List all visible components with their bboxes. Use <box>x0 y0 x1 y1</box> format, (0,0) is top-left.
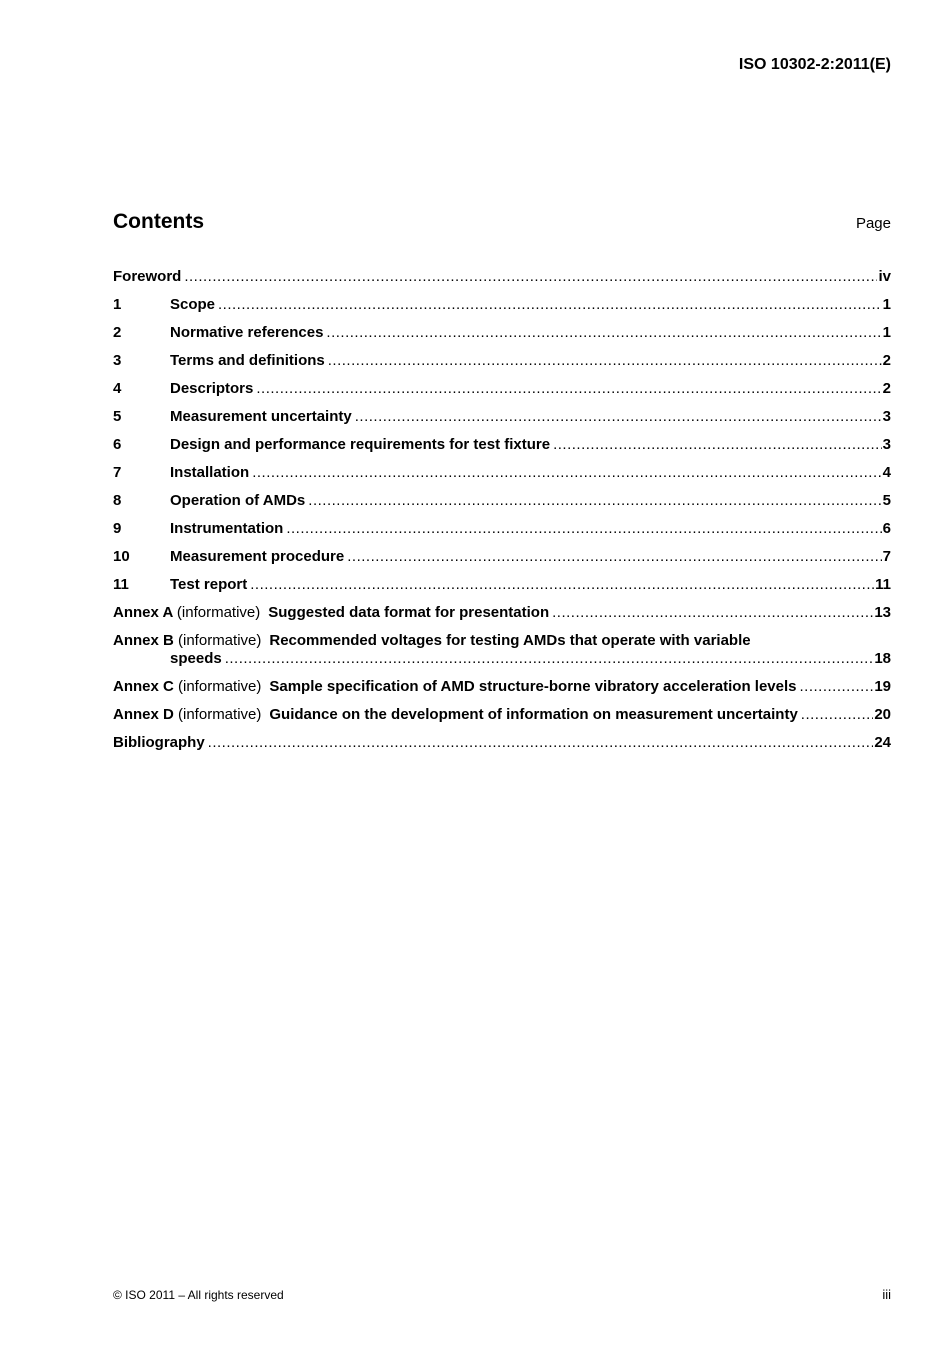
toc-entry-page: 1 <box>882 324 891 341</box>
toc-entry-clause-10[interactable] <box>113 548 891 576</box>
toc-entry-page: 2 <box>882 352 891 369</box>
toc-entry-clause-5[interactable] <box>113 408 891 436</box>
toc-entry-label-continuation: speeds <box>170 650 222 667</box>
toc-entry-label: Bibliography <box>113 734 205 751</box>
annex-prefix <box>113 706 261 723</box>
toc-entry-clause-2[interactable] <box>113 324 891 352</box>
toc-entry-label: Guidance on the development of information on measurement uncertainty <box>269 706 798 723</box>
toc-entry-annex-b[interactable] <box>113 632 891 678</box>
toc-entry-label: Recommended voltages for testing AMDs that operate with variable <box>269 632 751 649</box>
annex-prefix <box>113 678 261 695</box>
toc-entry-number: 8 <box>113 492 122 509</box>
toc-entry-clause-8[interactable] <box>113 492 891 520</box>
toc-entry-clause-3[interactable] <box>113 352 891 380</box>
toc-entry-page: 3 <box>882 436 891 453</box>
toc-entry-page: 5 <box>882 492 891 509</box>
toc-entry-number: 7 <box>113 464 122 481</box>
table-of-contents <box>113 268 891 762</box>
toc-entry-label: Operation of AMDs <box>170 492 306 509</box>
dot-leader <box>252 464 881 481</box>
toc-entry-annex-c[interactable] <box>113 678 891 706</box>
toc-entry-number: 10 <box>113 548 130 565</box>
toc-entry-page: 3 <box>882 408 891 425</box>
annex-kind: (informative) <box>178 706 262 723</box>
toc-entry-number: 4 <box>113 380 122 397</box>
annex-b-line-2 <box>113 650 891 678</box>
toc-entry-page: 19 <box>874 678 891 695</box>
annex-b-line-1 <box>113 632 891 650</box>
toc-entry-label: Foreword <box>113 268 182 285</box>
toc-entry-page: 4 <box>882 464 891 481</box>
toc-entry-number: 6 <box>113 436 122 453</box>
toc-entry-label: Terms and definitions <box>170 352 325 369</box>
dot-leader <box>552 604 873 621</box>
toc-entry-label: Scope <box>170 296 216 313</box>
toc-entry-number: 1 <box>113 296 122 313</box>
dot-leader <box>801 706 874 723</box>
toc-entry-page: 20 <box>874 706 891 723</box>
toc-entry-clause-4[interactable] <box>113 380 891 408</box>
dot-leader <box>250 576 874 593</box>
dot-leader <box>208 734 874 751</box>
toc-entry-number: 5 <box>113 408 122 425</box>
toc-entry-label: Suggested data format for presentation <box>268 604 550 621</box>
dot-leader <box>328 352 882 369</box>
dot-leader <box>326 324 881 341</box>
annex-kind: (informative) <box>178 678 262 695</box>
dot-leader <box>286 520 881 537</box>
toc-entry-label: Normative references <box>170 324 324 341</box>
dot-leader <box>799 678 873 695</box>
toc-entry-page: 24 <box>874 734 891 751</box>
document-id: ISO 10302-2:2011(E) <box>738 56 891 73</box>
toc-entry-annex-a[interactable] <box>113 604 891 632</box>
toc-entry-bibliography[interactable] <box>113 734 891 762</box>
toc-entry-clause-7[interactable] <box>113 464 891 492</box>
toc-entry-label: Measurement procedure <box>170 548 345 565</box>
toc-entry-label: Test report <box>170 576 248 593</box>
annex-prefix <box>113 632 261 650</box>
dot-leader <box>308 492 881 509</box>
toc-entry-page: 7 <box>882 548 891 565</box>
dot-leader <box>256 380 881 397</box>
dot-leader <box>553 436 882 453</box>
toc-entry-label: Design and performance requirements for test fixture <box>170 436 551 453</box>
contents-header <box>113 210 891 234</box>
toc-entry-clause-11[interactable] <box>113 576 891 604</box>
toc-entry-clause-6[interactable] <box>113 436 891 464</box>
toc-entry-label: Descriptors <box>170 380 254 397</box>
annex-prefix <box>113 604 260 621</box>
toc-entry-page: 13 <box>874 604 891 621</box>
footer-copyright: © ISO 2011 – All rights reserved <box>113 1288 284 1302</box>
toc-entry-number: 11 <box>113 576 129 593</box>
toc-entry-page: 2 <box>882 380 891 397</box>
toc-entry-number: 3 <box>113 352 122 369</box>
toc-entry-label: Instrumentation <box>170 520 284 537</box>
page-column-label: Page <box>855 215 891 232</box>
toc-entry-page: 11 <box>875 576 891 593</box>
footer-page-number: iii <box>882 1287 891 1302</box>
annex-name: Annex D <box>113 706 174 723</box>
toc-entry-page: 18 <box>874 650 891 667</box>
dot-leader <box>184 268 877 285</box>
contents-title: Contents <box>113 210 204 233</box>
toc-entry-label: Installation <box>170 464 250 481</box>
dot-leader <box>355 408 882 425</box>
toc-entry-clause-1[interactable] <box>113 296 891 324</box>
toc-entry-label: Sample specification of AMD structure-borne vibratory acceleration levels <box>269 678 797 695</box>
annex-kind: (informative) <box>178 632 262 649</box>
toc-entry-page: 1 <box>882 296 891 313</box>
toc-entry-number: 2 <box>113 324 122 341</box>
toc-entry-number: 9 <box>113 520 122 537</box>
dot-leader <box>218 296 882 313</box>
toc-entry-annex-d[interactable] <box>113 706 891 734</box>
annex-name: Annex B <box>113 632 174 649</box>
annex-kind: (informative) <box>176 604 261 621</box>
toc-entry-label: Measurement uncertainty <box>170 408 352 425</box>
dot-leader <box>225 650 874 667</box>
toc-entry-page: 6 <box>882 520 891 537</box>
toc-entry-foreword[interactable] <box>113 268 891 296</box>
toc-entry-page: iv <box>878 268 891 285</box>
toc-entry-clause-9[interactable] <box>113 520 891 548</box>
annex-name: Annex A <box>113 604 173 621</box>
annex-name: Annex C <box>113 678 174 695</box>
dot-leader <box>347 548 881 565</box>
